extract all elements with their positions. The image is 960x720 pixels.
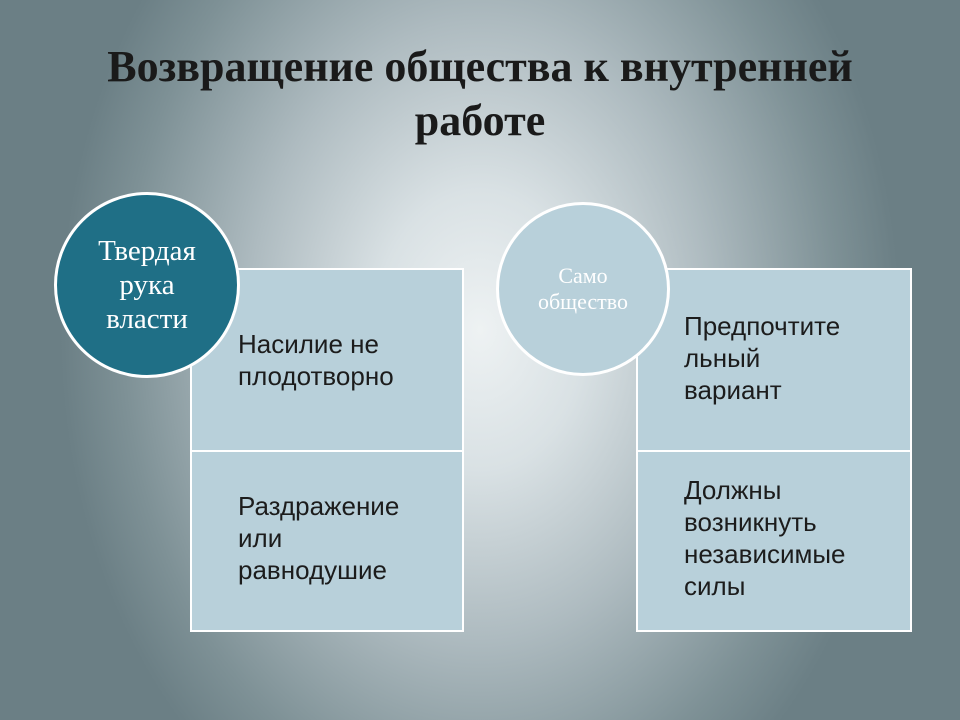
- right-top-box: [636, 268, 912, 452]
- right-bottom-box: [636, 450, 912, 632]
- slide-title: Возвращение общества к внутренней работе: [107, 42, 853, 145]
- left-bottom-box: [190, 450, 464, 632]
- left-circle-label: Твердая рука власти: [98, 235, 196, 335]
- left-circle: [54, 192, 240, 378]
- right-circle: [496, 202, 670, 376]
- left-top-box-text: Насилие не плодотворно: [238, 329, 394, 391]
- left-bottom-box-text: Раздражение или равнодушие: [238, 491, 400, 585]
- right-circle-label: Само общество: [537, 263, 629, 314]
- right-bottom-box-text: Должны возникнуть независимые силы: [684, 475, 846, 601]
- right-top-box-text: Предпочтите льный вариант: [684, 311, 841, 405]
